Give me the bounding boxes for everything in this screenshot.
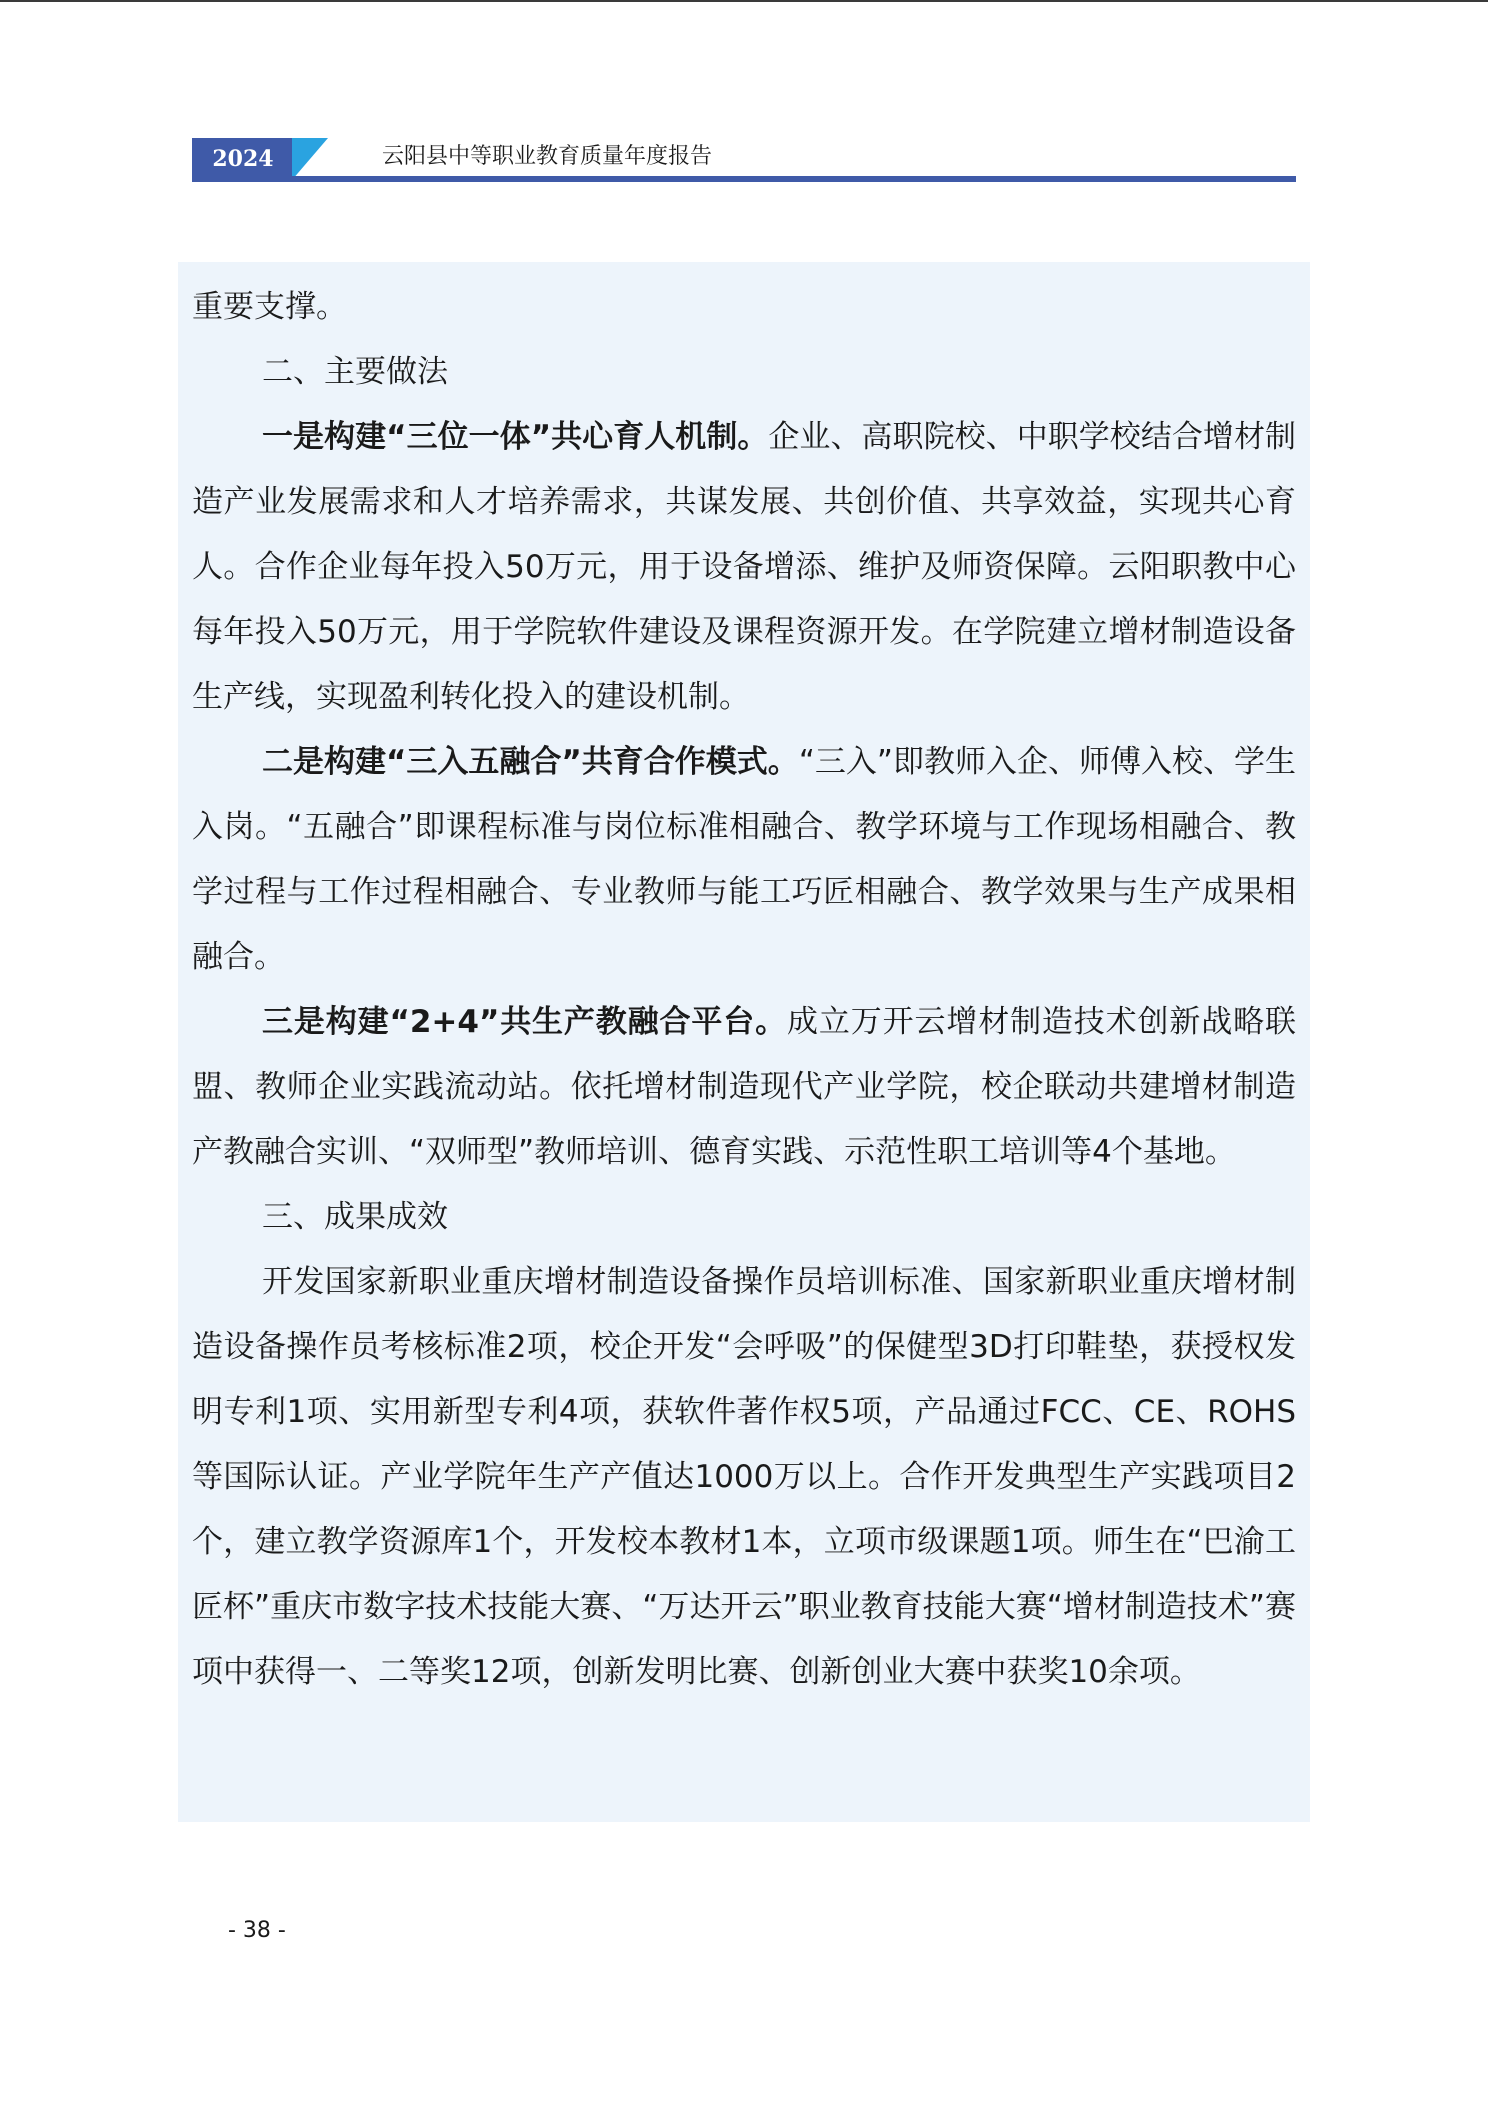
paragraph-continuation: 重要支撑。 — [192, 289, 347, 325]
paragraph-lead: 一是构建“三位一体”共心育人机制。 — [262, 419, 769, 455]
paragraph-results: 开发国家新职业重庆增材制造设备操作员培训标准、国家新职业重庆增材制造设备操作员考核标准2项，校企开发“会呼吸”的保健型3D打印鞋垫，获授权发明专利1项、实用新型专利4项，获软件著作权5项，产品通过FCC、CE、ROHS等国际认证。产业学院年生产产值达1000万以上。合作开发典型生产实践项目2个，建立教学资源库1个，开发校本教材1本，立项市级课题1项。师生在“巴渝工匠杯”重庆市数字技术技能大赛、“万达开云”职业教育技能大赛“增材制造技术”赛项中获得一、二等奖12项，创新发明比赛、创新创业大赛中获奖10余项。 — [192, 1264, 1296, 1690]
paragraph-cooperation-model — [192, 730, 1296, 990]
header-year: 2024 — [212, 146, 274, 172]
section-heading-main-practices: 二、主要做法 — [262, 354, 448, 390]
top-border — [0, 0, 1488, 2]
paragraph-body: “三入”即教师入企、师傅入校、学生入岗。“五融合”即课程标准与岗位标准相融合、教学环境与工作现场相融合、教学过程与工作过程相融合、专业教师与能工巧匠相融合、教学效果与生产成果相融合。 — [192, 744, 1296, 975]
header-title: 云阳县中等职业教育质量年度报告 — [382, 144, 713, 169]
paragraph-body: 企业、高职院校、中职学校结合增材制造产业发展需求和人才培养需求，共谋发展、共创价值、共享效益，实现共心育人。合作企业每年投入50万元，用于设备增添、维护及师资保障。云阳职教中心每年投入50万元，用于学院软件建设及课程资源开发。在学院建立增材制造设备生产线，实现盈利转化投入的建设机制。 — [192, 419, 1296, 715]
paragraph-lead: 二是构建“三入五融合”共育合作模式。 — [262, 744, 799, 780]
paragraph-mechanism — [192, 405, 1296, 730]
header-rule — [192, 176, 1296, 182]
paragraph-body: 成立万开云增材制造技术创新战略联盟、教师企业实践流动站。依托增材制造现代产业学院，校企联动共建增材制造产教融合实训、“双师型”教师培训、德育实践、示范性职工培训等4个基地。 — [192, 1004, 1296, 1170]
page-number: - 38 - — [228, 1918, 286, 1943]
report-body — [192, 275, 1296, 1705]
header-year-band — [192, 138, 294, 180]
section-heading-results: 三、成果成效 — [262, 1199, 448, 1235]
paragraph-platform — [192, 990, 1296, 1185]
paragraph-lead: 三是构建“2+4”共生产教融合平台。 — [262, 1004, 787, 1040]
header-accent-stripe — [292, 138, 328, 180]
